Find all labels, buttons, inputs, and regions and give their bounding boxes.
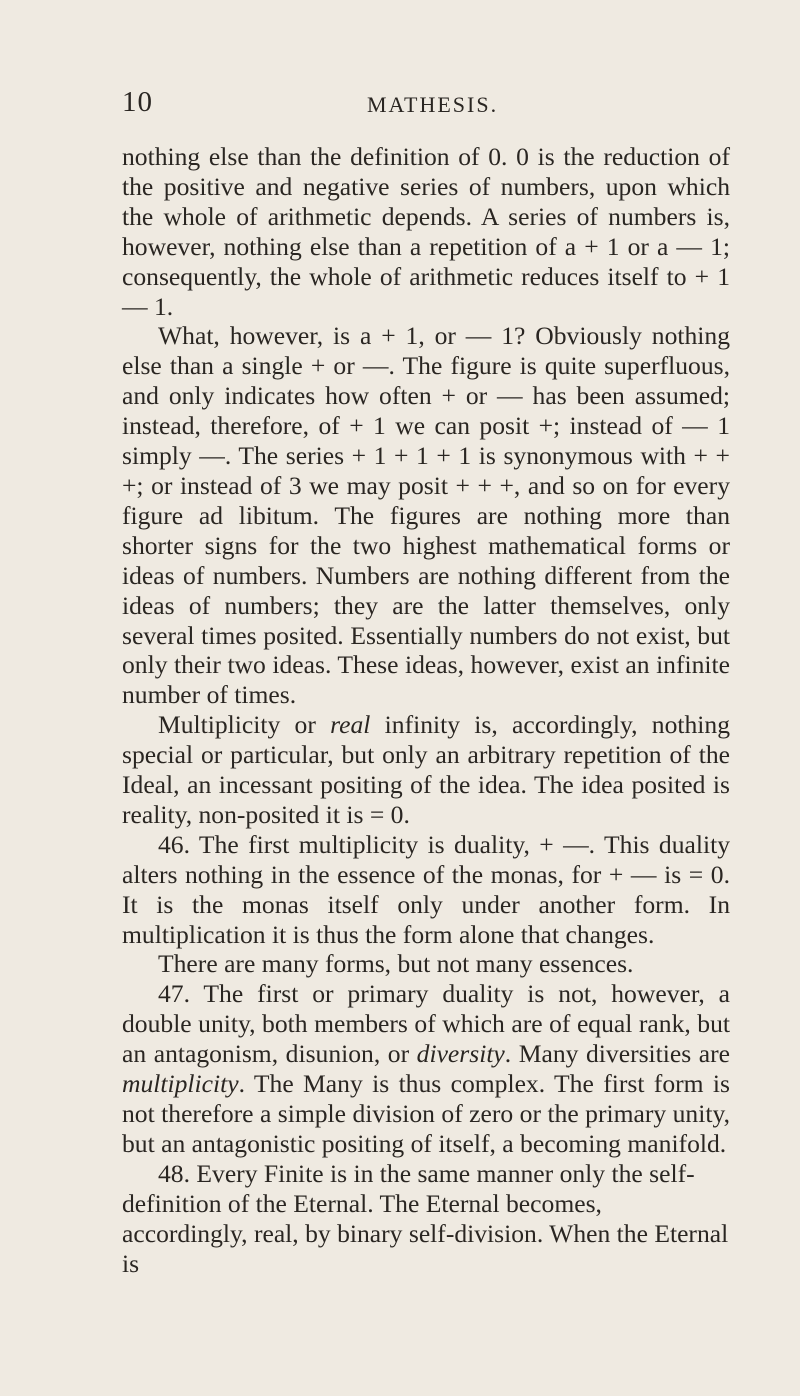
paragraph-p6 xyxy=(122,979,730,1158)
paragraph-p2 xyxy=(122,321,730,710)
body-text xyxy=(122,142,730,1278)
page-header xyxy=(122,86,730,126)
paragraph-p5 xyxy=(122,949,730,979)
italic-term: real xyxy=(330,710,371,740)
page-number: 10 xyxy=(122,86,153,118)
text-segment: . Many diversities are xyxy=(504,1039,731,1069)
text-segment: 47. The first or primary duality is not, however, a double unity, both members of which are of equal rank, but an antagonism, disunion, or xyxy=(122,979,730,1069)
text-segment: There are many forms, but not many essences. xyxy=(158,949,634,979)
running-title: MATHESIS. xyxy=(367,92,499,117)
italic-term: diversity xyxy=(416,1039,505,1069)
text-segment: nothing else than the definition of 0. 0 is the reduction of the positive and negative series of numbers, upon which the whole of arithmetic depends. A series of numbers is, however, nothing else than a repetition of a + 1 or a — 1; consequently, the whole of arithmetic reduces itself to + 1 — 1. xyxy=(122,142,730,321)
text-segment: Multiplicity or xyxy=(158,710,331,740)
paragraph-p1 xyxy=(122,142,730,321)
text-segment: 46. The first multiplicity is duality, + —. This duality alters nothing in the essence of the monas, for + — is = 0. It is the monas itself only under another form. In multiplication it is thus the form alone that changes. xyxy=(122,829,730,949)
paragraph-p7 xyxy=(122,1159,730,1279)
text-segment: 48. Every Finite is in the same manner only the self-definition of the Eternal. The Eternal becomes, accordingly, real, by binary self-division. When the Eternal is xyxy=(122,1158,729,1278)
italic-term: multiplicity xyxy=(122,1069,239,1099)
paragraph-p3 xyxy=(122,710,730,830)
text-segment: . The Many is thus complex. The first form is not therefore a simple division of zero or the primary unity, but an antagonistic positing of itself, a becoming manifold. xyxy=(122,1069,730,1158)
paragraph-p4 xyxy=(122,830,730,950)
text-segment: infinity is, accordingly, nothing special or particular, but only an arbitrary repetition of the Ideal, an incessant positing of the idea. The idea posited is reality, non-posited it is = 0. xyxy=(122,710,731,829)
text-segment: What, however, is a + 1, or — 1? Obviously nothing else than a single + or —. The figure is quite superfluous, and only indicates how often + or — has been assumed; instead, therefore, of + 1 we can posit +; instead of — 1 simply —. The series + 1 + 1 + 1 is synonymous with + + +; or instead of 3 we may posit + + +, and so on for every figure ad libitum. The figures are nothing more than shorter signs for the two highest mathematical forms or ideas of numbers. Numbers are nothing different from the ideas of numbers; they are the latter themselves, only several times posited. Essentially numbers do not exist, but only their two ideas. These ideas, however, exist an infinite number of times. xyxy=(122,321,730,710)
